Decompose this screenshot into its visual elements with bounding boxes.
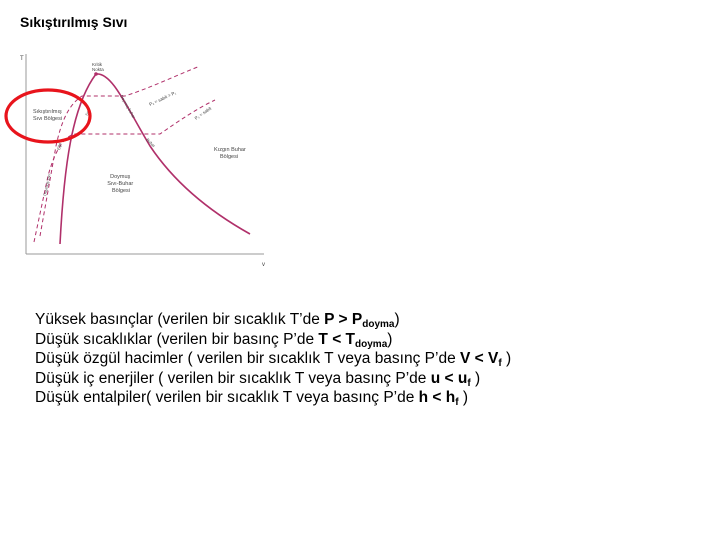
list-item: Düşük iç enerjiler ( verilen bir sıcaklık T veya basınç P’de $u < u_f$ )	[35, 369, 481, 389]
t-v-diagram	[0, 46, 280, 272]
compressed-region-label-1: Sıkıştırılmış	[33, 109, 62, 115]
buhar-label: Buhar	[145, 137, 157, 149]
compressed-region-label-2: Sıvı Bölgesi	[33, 116, 63, 122]
sat-liquid-label: Doymuş sıvı	[42, 173, 52, 197]
sat-vapor-label: Doymuş buhar	[119, 94, 137, 120]
list-item: Yüksek basınçlar (verilen bir sıcaklık T’de $P > P_{doyma}$)	[35, 311, 400, 330]
superheated-region-label-2: Bölgesi	[220, 154, 239, 160]
svg-text:Sıkıştırılmış Sıvı Bölge	[33, 109, 63, 122]
saturated-region-label-3: Bölgesi	[111, 188, 131, 194]
list-item: Düşük sıcaklıklar (verilen bir basınç P’de $T < T_{doyma}$)	[35, 330, 393, 350]
page-title: Sıkıştırılmış Sıvı	[20, 14, 128, 30]
svg-text:Kızgın Buhar Bölgesi	[214, 147, 247, 160]
superheated-region-label-1: Kızgın Buhar	[214, 147, 246, 153]
isobar-high-label: P₂ = sabit > P₁	[148, 90, 177, 107]
svg-text:Kritik Nokta	[92, 62, 104, 72]
critical-point-label-2: Nokta	[92, 67, 104, 72]
critical-point-label-1: Kritik	[92, 62, 102, 67]
property-list	[35, 310, 511, 408]
y-axis-label: T	[20, 56, 24, 62]
critical-point-marker	[94, 72, 98, 76]
saturated-region-label-1: Doymuş	[110, 174, 131, 180]
list-item: Düşük özgül hacimler ( verilen bir sıcaklık T veya basınç P’de $V < V_f$ )	[35, 350, 512, 369]
egri-label: Eğri	[56, 142, 63, 151]
list-item: Düşük entalpiler( verilen bir sıcaklık T veya basınç P’de $h < h_f$ )	[35, 389, 469, 408]
sivi-label: Sıvı	[84, 108, 91, 117]
saturated-region-label-2: Sıvı-Buhar	[107, 181, 134, 187]
x-axis-label: v	[262, 262, 265, 268]
svg-text:Doymuş Sıvı-Buhar	[107, 174, 135, 194]
isobar-low-label: P₁ = sabit	[193, 105, 213, 121]
